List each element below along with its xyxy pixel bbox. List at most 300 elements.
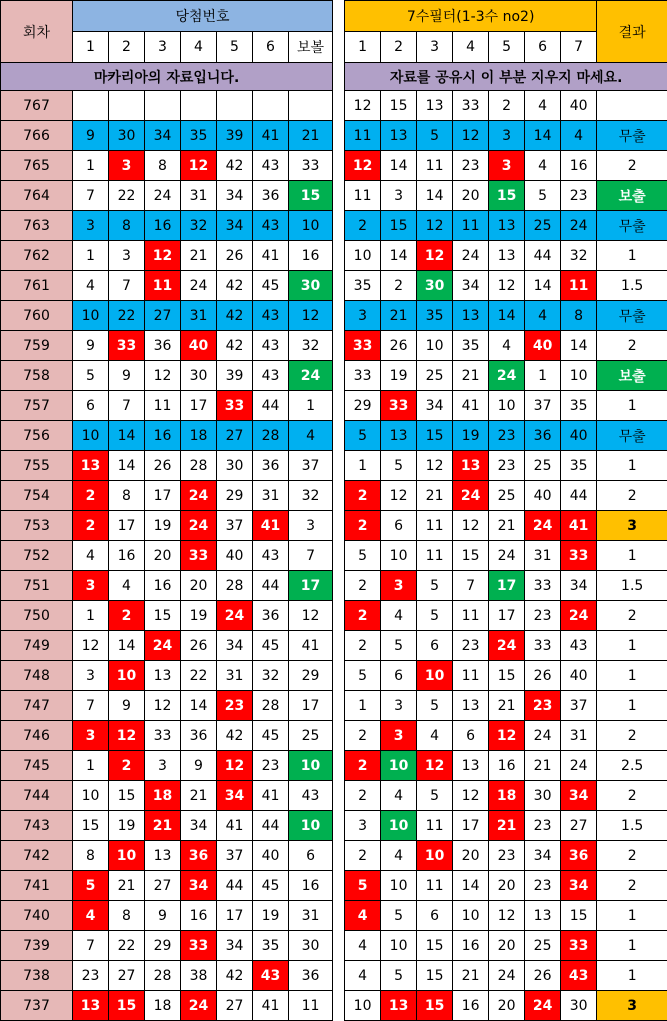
winning-number-cell: 27 <box>217 421 253 451</box>
filter-number-cell: 4 <box>381 841 417 871</box>
round-cell: 761 <box>1 271 73 301</box>
winning-number-cell: 4 <box>289 421 333 451</box>
table-row <box>1 181 667 211</box>
winning-number-cell: 24 <box>181 481 217 511</box>
winning-number-cell: 33 <box>145 721 181 751</box>
filter-number-cell: 2 <box>345 781 381 811</box>
winning-number-cell: 21 <box>181 241 217 271</box>
winning-number-cell: 7 <box>73 931 109 961</box>
winning-number-cell: 9 <box>181 751 217 781</box>
filter-number-cell: 30 <box>417 271 453 301</box>
winning-number-cell: 37 <box>217 841 253 871</box>
filter-number-cell: 19 <box>381 361 417 391</box>
column-gap <box>333 511 345 541</box>
filter-number-cell: 25 <box>525 931 561 961</box>
winning-number-cell: 34 <box>181 811 217 841</box>
winning-number-cell <box>181 91 217 121</box>
filter-number-cell: 5 <box>417 121 453 151</box>
result-cell: 2 <box>597 841 667 871</box>
filter-number-cell: 12 <box>489 271 525 301</box>
column-gap <box>333 241 345 271</box>
filter-number-cell: 43 <box>561 631 597 661</box>
filter-number-cell: 20 <box>489 991 525 1021</box>
result-cell: 1.5 <box>597 571 667 601</box>
column-gap <box>333 331 345 361</box>
filter-number-cell: 5 <box>417 691 453 721</box>
filter-number-cell: 20 <box>453 841 489 871</box>
filter-number-cell: 15 <box>453 541 489 571</box>
table-row <box>1 781 667 811</box>
filter-number-cell: 13 <box>453 301 489 331</box>
filter-number-cell: 14 <box>525 271 561 301</box>
winning-number-cell: 2 <box>73 481 109 511</box>
winning-number-cell <box>253 91 289 121</box>
result-cell: 1 <box>597 451 667 481</box>
winning-number-cell: 24 <box>145 181 181 211</box>
winning-number-cell: 30 <box>217 451 253 481</box>
table-row <box>1 931 667 961</box>
filter-number-cell: 10 <box>489 391 525 421</box>
filter-number-cell: 7 <box>453 571 489 601</box>
filter-number-cell: 40 <box>525 481 561 511</box>
filter-number-cell: 34 <box>453 271 489 301</box>
table-row <box>1 361 667 391</box>
round-cell: 743 <box>1 811 73 841</box>
result-cell: 1.5 <box>597 271 667 301</box>
filter-number-cell: 13 <box>453 691 489 721</box>
column-gap <box>333 211 345 241</box>
winning-number-cell: 7 <box>109 271 145 301</box>
winning-number-cell: 12 <box>289 301 333 331</box>
winning-number-cell: 19 <box>253 901 289 931</box>
filter-number-cell: 6 <box>381 661 417 691</box>
filter-number-cell: 35 <box>561 451 597 481</box>
filter-number-cell: 24 <box>489 361 525 391</box>
filter-number-cell: 1 <box>345 691 381 721</box>
filter-number-cell: 25 <box>525 451 561 481</box>
filter-number-cell: 5 <box>417 601 453 631</box>
winning-number-cell: 41 <box>253 121 289 151</box>
filter-number-cell: 10 <box>417 661 453 691</box>
win-col-header: 1 <box>73 32 109 63</box>
win-col-header: 5 <box>217 32 253 63</box>
round-cell: 766 <box>1 121 73 151</box>
filter-number-cell: 44 <box>561 481 597 511</box>
result-cell: 무출 <box>597 121 667 151</box>
filter-col-header: 7 <box>561 32 597 63</box>
winning-number-cell: 12 <box>217 751 253 781</box>
filter-number-cell: 6 <box>417 631 453 661</box>
round-cell: 757 <box>1 391 73 421</box>
winning-number-cell: 30 <box>289 931 333 961</box>
filter-number-cell: 16 <box>453 991 489 1021</box>
winning-number-cell: 36 <box>145 331 181 361</box>
winning-number-cell: 35 <box>253 931 289 961</box>
winning-number-cell: 14 <box>109 631 145 661</box>
winning-number-cell: 9 <box>73 121 109 151</box>
winning-number-cell: 10 <box>109 841 145 871</box>
filter-number-cell: 33 <box>345 361 381 391</box>
filter-number-cell: 31 <box>525 541 561 571</box>
table-row <box>1 991 667 1021</box>
filter-number-cell: 3 <box>489 151 525 181</box>
table-row <box>1 721 667 751</box>
winning-number-cell: 8 <box>109 901 145 931</box>
winning-number-cell: 2 <box>109 601 145 631</box>
filter-number-cell: 30 <box>561 991 597 1021</box>
filter-number-cell: 14 <box>489 301 525 331</box>
filter-number-cell: 11 <box>417 511 453 541</box>
result-cell: 2 <box>597 601 667 631</box>
filter-number-cell: 17 <box>489 571 525 601</box>
note-right: 자료를 공유시 이 부분 지우지 마세요. <box>345 63 667 91</box>
round-cell: 744 <box>1 781 73 811</box>
filter-number-cell: 24 <box>525 991 561 1021</box>
table-row <box>1 601 667 631</box>
filter-number-cell: 23 <box>489 451 525 481</box>
filter-number-cell: 11 <box>345 181 381 211</box>
result-cell <box>597 91 667 121</box>
table-row <box>1 301 667 331</box>
winning-number-cell: 21 <box>109 871 145 901</box>
winning-number-cell: 24 <box>217 601 253 631</box>
winning-number-cell: 17 <box>289 571 333 601</box>
column-gap <box>333 181 345 211</box>
win-col-header: 2 <box>109 32 145 63</box>
winning-number-cell: 22 <box>109 301 145 331</box>
filter-number-cell: 12 <box>453 511 489 541</box>
filter-number-cell: 23 <box>525 811 561 841</box>
column-gap <box>333 661 345 691</box>
column-gap <box>333 91 345 121</box>
filter-number-cell: 4 <box>381 601 417 631</box>
note-left: 마카리아의 자료입니다. <box>1 63 333 91</box>
winning-number-cell <box>73 91 109 121</box>
winning-number-cell: 28 <box>217 571 253 601</box>
filter-number-cell: 4 <box>525 301 561 331</box>
winning-number-cell: 29 <box>289 661 333 691</box>
filter-number-cell: 5 <box>381 961 417 991</box>
round-cell: 764 <box>1 181 73 211</box>
table-row <box>1 211 667 241</box>
winning-number-cell: 35 <box>181 121 217 151</box>
filter-number-cell: 33 <box>561 541 597 571</box>
filter-number-cell: 3 <box>381 721 417 751</box>
winning-number-cell: 16 <box>289 241 333 271</box>
winning-number-cell: 39 <box>217 121 253 151</box>
filter-number-cell: 10 <box>381 541 417 571</box>
winning-number-cell: 40 <box>217 541 253 571</box>
winning-number-cell: 10 <box>73 301 109 331</box>
winning-number-cell: 15 <box>289 181 333 211</box>
winning-number-cell: 31 <box>289 901 333 931</box>
result-cell: 1 <box>597 961 667 991</box>
winning-number-cell: 8 <box>109 481 145 511</box>
filter-number-cell: 11 <box>417 871 453 901</box>
table-row <box>1 961 667 991</box>
win-col-header: 3 <box>145 32 181 63</box>
winning-number-cell: 3 <box>109 151 145 181</box>
filter-number-cell: 14 <box>381 151 417 181</box>
winning-number-cell: 28 <box>181 451 217 481</box>
column-gap <box>333 541 345 571</box>
filter-number-cell: 4 <box>489 331 525 361</box>
filter-number-cell: 12 <box>381 481 417 511</box>
filter-number-cell: 24 <box>525 511 561 541</box>
column-gap <box>333 841 345 871</box>
filter-number-cell: 3 <box>345 811 381 841</box>
winning-number-cell: 13 <box>145 841 181 871</box>
round-cell: 767 <box>1 91 73 121</box>
filter-number-cell: 43 <box>561 961 597 991</box>
winning-number-cell: 7 <box>289 541 333 571</box>
filter-number-cell: 24 <box>561 211 597 241</box>
filter-number-cell: 12 <box>453 781 489 811</box>
winning-number-cell: 3 <box>73 661 109 691</box>
filter-number-cell: 30 <box>525 781 561 811</box>
winning-number-cell: 24 <box>289 361 333 391</box>
filter-number-cell: 40 <box>561 91 597 121</box>
result-cell: 2 <box>597 871 667 901</box>
filter-number-cell: 35 <box>561 391 597 421</box>
filter-number-cell: 2 <box>489 91 525 121</box>
round-cell: 745 <box>1 751 73 781</box>
filter-number-cell: 15 <box>417 931 453 961</box>
filter-number-cell: 10 <box>453 901 489 931</box>
filter-number-cell: 41 <box>561 511 597 541</box>
filter-number-cell: 40 <box>561 421 597 451</box>
winning-number-cell: 3 <box>289 511 333 541</box>
winning-number-cell: 31 <box>253 481 289 511</box>
round-cell: 749 <box>1 631 73 661</box>
round-cell: 739 <box>1 931 73 961</box>
filter-number-cell: 2 <box>381 271 417 301</box>
winning-number-cell: 18 <box>181 421 217 451</box>
table-row <box>1 511 667 541</box>
winning-number-cell: 43 <box>289 781 333 811</box>
filter-number-cell: 5 <box>417 571 453 601</box>
winning-number-cell: 11 <box>289 991 333 1021</box>
filter-number-cell: 3 <box>381 571 417 601</box>
winning-number-cell: 15 <box>109 991 145 1021</box>
filter-number-cell: 33 <box>525 631 561 661</box>
filter-number-cell: 21 <box>381 301 417 331</box>
winning-number-cell: 23 <box>253 751 289 781</box>
table-row <box>1 481 667 511</box>
winning-number-cell: 43 <box>253 541 289 571</box>
result-cell: 2 <box>597 151 667 181</box>
winning-number-cell: 19 <box>145 511 181 541</box>
winning-number-cell: 25 <box>289 721 333 751</box>
winning-number-cell: 38 <box>181 961 217 991</box>
winning-number-cell: 32 <box>289 481 333 511</box>
winning-number-cell: 41 <box>217 811 253 841</box>
winning-number-cell: 33 <box>217 391 253 421</box>
winning-number-cell: 7 <box>73 181 109 211</box>
filter-number-cell: 16 <box>489 751 525 781</box>
round-cell: 751 <box>1 571 73 601</box>
table-row <box>1 811 667 841</box>
filter-number-cell: 4 <box>525 91 561 121</box>
column-gap <box>333 1 345 91</box>
winning-number-cell: 42 <box>217 151 253 181</box>
table-row <box>1 241 667 271</box>
filter-number-cell: 10 <box>381 931 417 961</box>
filter-number-cell: 24 <box>453 241 489 271</box>
filter-number-cell: 35 <box>345 271 381 301</box>
filter-number-cell: 3 <box>345 301 381 331</box>
winning-number-cell: 29 <box>145 931 181 961</box>
winning-number-cell: 6 <box>73 391 109 421</box>
filter-number-cell: 11 <box>561 271 597 301</box>
filter-number-cell: 11 <box>417 541 453 571</box>
winning-number-cell: 42 <box>217 301 253 331</box>
result-cell: 1 <box>597 391 667 421</box>
winning-number-cell: 34 <box>181 871 217 901</box>
winning-number-cell: 34 <box>217 781 253 811</box>
filter-number-cell: 23 <box>525 601 561 631</box>
filter-number-cell: 2 <box>345 751 381 781</box>
winning-number-cell: 11 <box>145 271 181 301</box>
winning-number-cell: 43 <box>253 331 289 361</box>
filter-number-cell: 12 <box>417 211 453 241</box>
winning-number-cell: 3 <box>145 751 181 781</box>
filter-number-cell: 29 <box>345 391 381 421</box>
winning-number-cell: 5 <box>73 361 109 391</box>
winning-number-cell <box>109 91 145 121</box>
filter-number-cell: 15 <box>417 991 453 1021</box>
winning-number-cell: 16 <box>145 211 181 241</box>
winning-number-cell: 44 <box>253 811 289 841</box>
filter-number-cell: 2 <box>345 841 381 871</box>
filter-number-cell: 13 <box>525 901 561 931</box>
filter-number-cell: 19 <box>453 421 489 451</box>
winning-number-cell: 28 <box>253 691 289 721</box>
column-gap <box>333 121 345 151</box>
winning-number-cell: 12 <box>181 151 217 181</box>
round-cell: 740 <box>1 901 73 931</box>
filter-number-cell: 21 <box>417 481 453 511</box>
winning-number-cell: 10 <box>73 781 109 811</box>
filter-number-cell: 34 <box>417 391 453 421</box>
round-cell: 737 <box>1 991 73 1021</box>
round-cell: 765 <box>1 151 73 181</box>
winning-number-cell: 2 <box>73 511 109 541</box>
winning-number-cell: 31 <box>181 181 217 211</box>
round-cell: 758 <box>1 361 73 391</box>
winning-number-cell: 12 <box>109 721 145 751</box>
result-cell: 2 <box>597 481 667 511</box>
table-row <box>1 571 667 601</box>
filter-number-cell: 21 <box>453 361 489 391</box>
filter-number-cell: 5 <box>525 181 561 211</box>
winning-number-cell: 24 <box>181 511 217 541</box>
filter-number-cell: 12 <box>417 451 453 481</box>
column-gap <box>333 481 345 511</box>
winning-number-cell: 12 <box>73 631 109 661</box>
filter-number-cell: 36 <box>525 421 561 451</box>
filter-number-cell: 11 <box>417 151 453 181</box>
result-cell: 무출 <box>597 211 667 241</box>
table-row <box>1 91 667 121</box>
winning-number-cell: 21 <box>145 811 181 841</box>
winning-number-cell: 34 <box>217 211 253 241</box>
winning-number-cell: 23 <box>217 691 253 721</box>
filter-number-cell: 11 <box>453 211 489 241</box>
result-cell: 3 <box>597 991 667 1021</box>
filter-number-cell: 40 <box>525 331 561 361</box>
winning-number-cell: 17 <box>217 901 253 931</box>
filter-number-cell: 5 <box>381 901 417 931</box>
winning-number-cell: 30 <box>109 121 145 151</box>
winning-number-cell: 40 <box>181 331 217 361</box>
round-cell: 762 <box>1 241 73 271</box>
winning-number-cell: 16 <box>145 421 181 451</box>
winning-number-cell: 1 <box>73 241 109 271</box>
filter-number-cell: 13 <box>453 451 489 481</box>
filter-number-cell: 21 <box>525 751 561 781</box>
winning-number-cell <box>217 91 253 121</box>
filter-number-cell: 37 <box>525 391 561 421</box>
round-cell: 756 <box>1 421 73 451</box>
winning-number-cell: 29 <box>217 481 253 511</box>
result-cell: 2 <box>597 331 667 361</box>
winning-number-cell: 17 <box>145 481 181 511</box>
round-cell: 752 <box>1 541 73 571</box>
filter-number-cell: 25 <box>489 481 525 511</box>
filter-number-cell: 20 <box>489 871 525 901</box>
filter-number-cell: 4 <box>345 931 381 961</box>
winning-number-cell: 24 <box>181 271 217 301</box>
winning-number-cell: 32 <box>181 211 217 241</box>
header-row-1 <box>1 1 667 32</box>
result-cell: 보출 <box>597 361 667 391</box>
winning-number-cell: 44 <box>253 571 289 601</box>
filter-number-cell: 23 <box>453 631 489 661</box>
filter-number-cell: 21 <box>489 691 525 721</box>
filter-number-cell: 10 <box>381 751 417 781</box>
table-row <box>1 841 667 871</box>
result-header: 결과 <box>597 1 667 63</box>
filter-number-cell: 15 <box>417 961 453 991</box>
filter-number-cell: 40 <box>561 661 597 691</box>
winning-number-cell: 10 <box>289 751 333 781</box>
filter-number-cell: 6 <box>453 721 489 751</box>
round-cell: 738 <box>1 961 73 991</box>
filter-number-cell: 4 <box>525 151 561 181</box>
winning-number-cell: 33 <box>181 931 217 961</box>
round-header: 회차 <box>1 1 73 63</box>
winning-number-cell: 30 <box>181 361 217 391</box>
filter-header: 7수필터(1-3수 no2) <box>345 1 597 32</box>
column-gap <box>333 751 345 781</box>
filter-number-cell: 23 <box>453 151 489 181</box>
winning-number-cell: 34 <box>217 631 253 661</box>
filter-number-cell: 26 <box>525 961 561 991</box>
round-cell: 747 <box>1 691 73 721</box>
winning-number-cell: 12 <box>145 691 181 721</box>
winning-number-cell: 19 <box>109 811 145 841</box>
winning-number-cell: 43 <box>253 151 289 181</box>
filter-number-cell: 10 <box>381 811 417 841</box>
winning-number-cell: 4 <box>73 901 109 931</box>
winning-number-cell: 23 <box>73 961 109 991</box>
filter-number-cell: 31 <box>561 721 597 751</box>
winning-number-cell: 26 <box>181 631 217 661</box>
winning-number-cell: 20 <box>145 541 181 571</box>
winning-number-cell: 45 <box>253 631 289 661</box>
winning-number-cell: 14 <box>109 451 145 481</box>
